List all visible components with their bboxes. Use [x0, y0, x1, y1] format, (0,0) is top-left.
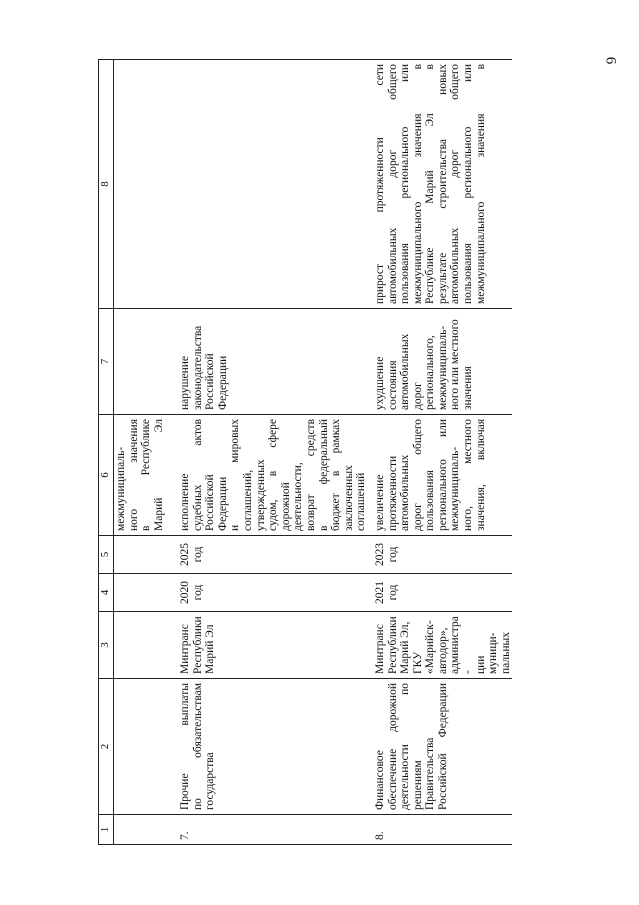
- header-col-8: 8: [99, 60, 114, 309]
- text-line: прирост протяженности сети: [373, 64, 386, 304]
- text-line: автомобильных дорог общего: [386, 64, 399, 304]
- text-line: ГКУ: [411, 651, 424, 674]
- row-number: 7.: [175, 815, 368, 845]
- indicator: [368, 60, 513, 309]
- text-line: год: [191, 546, 204, 563]
- text-line: законодательства: [191, 325, 204, 410]
- measures-table: [98, 59, 512, 845]
- header-row: [99, 60, 114, 845]
- text-line: состояния: [386, 360, 399, 410]
- text-line: Республики: [386, 616, 399, 674]
- header-col-3: 3: [99, 612, 114, 679]
- table-row: [175, 60, 368, 845]
- header-col-2: 2: [99, 679, 114, 815]
- text-line: Минтранс: [179, 624, 191, 674]
- text-line: ухудшение: [373, 356, 386, 410]
- text-line: дорог: [411, 382, 424, 410]
- consequence: [175, 309, 368, 415]
- text-line: решениям: [411, 760, 424, 810]
- text-line: деятельности,: [292, 462, 305, 531]
- text-line: автомобильных: [399, 454, 412, 531]
- text-line: пользования регионального или: [462, 64, 475, 304]
- end-year: [368, 536, 513, 574]
- text-line: ции муници-: [474, 632, 500, 674]
- text-line: Минтранс: [373, 624, 386, 674]
- executor: [368, 612, 513, 679]
- text-line: обеспечение дорожной: [386, 683, 399, 810]
- text-line: государства: [204, 752, 217, 810]
- text-line: Финансовое: [373, 750, 386, 810]
- start-year: [175, 574, 368, 612]
- text-line: утвержденных: [254, 459, 267, 531]
- header-col-6: 6: [99, 415, 114, 536]
- text-line: в федеральный: [317, 419, 330, 531]
- text-line: значения, включая: [474, 419, 487, 531]
- text-line: нарушение: [179, 356, 191, 410]
- text-line: 2025: [179, 543, 191, 566]
- text-line: межмуниципального значения в: [411, 64, 424, 304]
- text-line: межмуниципального значения в: [474, 64, 487, 304]
- text-line: межмуниципаль-: [449, 446, 462, 531]
- text-line: год: [386, 584, 399, 601]
- page-number: 6: [601, 56, 618, 65]
- text-line: дорожной: [279, 482, 292, 531]
- text-line: пользования регионального или: [399, 64, 412, 304]
- text-line: протяженности: [386, 455, 399, 531]
- text-line: соглашений: [355, 472, 368, 531]
- text-line: Федерации: [216, 355, 229, 410]
- start-year: [368, 574, 513, 612]
- indicator: [175, 60, 368, 309]
- text-line: Марий Эл: [152, 419, 165, 531]
- expected-result: [368, 415, 513, 536]
- text-line: Марий Эл: [204, 624, 217, 674]
- expected-result: [175, 415, 368, 536]
- header-col-4: 4: [99, 574, 114, 612]
- text-line: значения: [462, 366, 475, 410]
- text-line: межмуниципаль-: [436, 325, 449, 410]
- text-line: деятельности по: [399, 683, 412, 810]
- text-line: и мировых: [229, 419, 242, 531]
- row-number: 8.: [368, 815, 513, 845]
- text-line: автомобильных: [399, 333, 412, 410]
- text-line: автодор»,: [436, 627, 449, 674]
- text-line: год: [386, 546, 399, 563]
- table-row: [368, 60, 513, 845]
- text-line: «Марийск-: [424, 620, 437, 674]
- header-col-5: 5: [99, 536, 114, 574]
- text-line: бюджет в рамках: [330, 419, 343, 531]
- text-line: исполнение: [179, 473, 191, 531]
- text-line: по обязательствам: [191, 683, 204, 810]
- consequence: [368, 309, 513, 415]
- text-line: Республике Марий Эл в: [424, 64, 437, 304]
- measure-name: [175, 679, 368, 815]
- text-line: заключенных: [342, 465, 355, 531]
- text-line: 2020: [179, 581, 191, 604]
- text-line: дорог общего: [411, 419, 424, 531]
- text-line: Российской: [204, 353, 217, 410]
- text-line: судебных актов: [191, 419, 204, 531]
- text-line: ного, местного: [462, 419, 475, 531]
- continuation-result: [114, 415, 176, 536]
- header-col-7: 7: [99, 309, 114, 415]
- text-line: соглашений,: [241, 469, 254, 531]
- text-line: администра-: [449, 616, 475, 674]
- text-line: регионального,: [424, 335, 437, 410]
- text-line: судом, в сфере: [267, 419, 280, 531]
- text-line: пользования: [424, 470, 437, 531]
- text-line: пальных: [499, 632, 512, 674]
- text-line: возврат средств: [304, 419, 317, 531]
- text-line: Федерации: [216, 476, 229, 531]
- text-line: ного значения: [127, 419, 140, 531]
- executor: [175, 612, 368, 679]
- text-line: результате строительства новых: [436, 64, 449, 304]
- text-line: Прочие выплаты: [179, 683, 191, 810]
- text-line: межмуниципаль-: [115, 446, 127, 531]
- end-year: [175, 536, 368, 574]
- text-line: 2021: [373, 581, 386, 604]
- text-line: год: [191, 584, 204, 601]
- text-line: ного или местного: [449, 319, 462, 410]
- measure-name: [368, 679, 513, 815]
- text-line: регионального или: [436, 419, 449, 531]
- text-line: Республики: [191, 616, 204, 674]
- header-col-1: 1: [99, 815, 114, 845]
- text-line: Марий Эл,: [399, 621, 412, 674]
- text-line: автомобильных дорог общего: [449, 64, 462, 304]
- text-line: 2023: [373, 543, 386, 566]
- text-line: увеличение: [373, 474, 386, 531]
- continuation-row: [114, 60, 176, 845]
- text-line: Правительства: [424, 737, 437, 810]
- text-line: Российской Федерации: [436, 683, 449, 810]
- text-line: в Республике: [140, 419, 153, 531]
- text-line: Российской: [204, 474, 217, 531]
